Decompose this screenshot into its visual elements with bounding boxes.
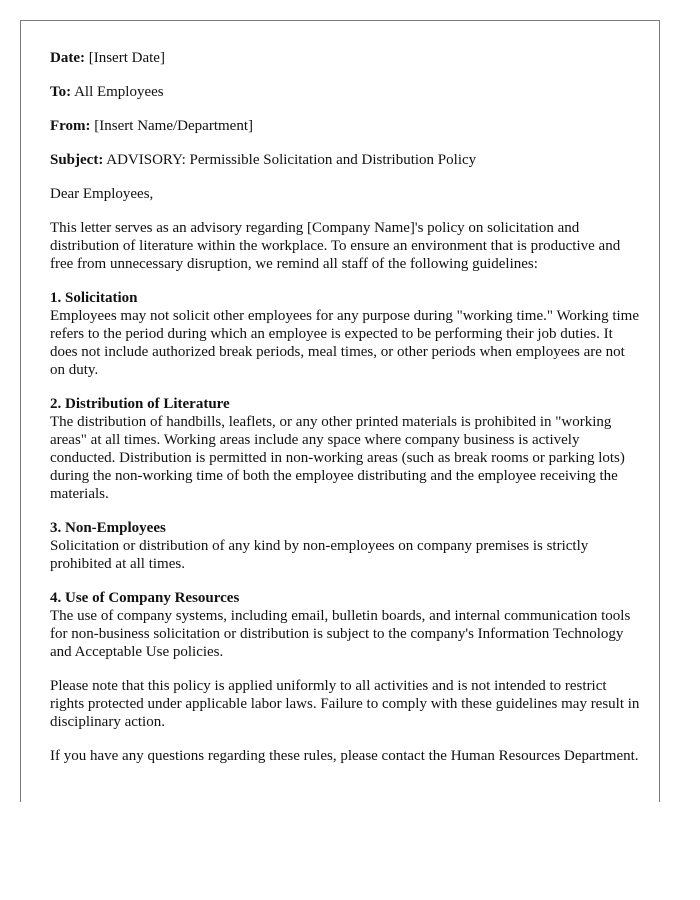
section-title: 2. Distribution of Literature (50, 396, 230, 412)
subject-label: Subject: (50, 152, 104, 168)
section-title: 1. Solicitation (50, 290, 138, 306)
section-solicitation (50, 289, 640, 379)
subject-line (50, 151, 640, 169)
section-title: 3. Non-Employees (50, 520, 166, 536)
section-body: Solicitation or distribution of any kind by non-employees on company premises is strictly prohibited at all times. (50, 538, 589, 572)
salutation: Dear Employees, (50, 186, 154, 202)
from-label: From: (50, 118, 91, 134)
to-line (50, 83, 640, 101)
date-line (50, 49, 640, 67)
subject-value: ADVISORY: Permissible Solicitation and Distribution Policy (106, 152, 477, 168)
date-label: Date: (50, 50, 85, 66)
letter-content (50, 49, 640, 781)
section-non-employees (50, 519, 640, 573)
contact-note: If you have any questions regarding these rules, please contact the Human Resources Department. (50, 748, 639, 764)
to-value: All Employees (74, 84, 164, 100)
section-company-resources (50, 589, 640, 661)
section-body: The use of company systems, including email, bulletin boards, and internal communication tools for non-business solicitation or distribution is subject to the company's Information Technology and Acceptable Use policies. (50, 608, 631, 660)
intro-paragraph: This letter serves as an advisory regarding [Company Name]'s policy on solicitation and distribution of literature within the workplace. To ensure an environment that is productive and free from unnecessary disruption, we remind all staff of the following guidelines: (50, 220, 621, 272)
section-body: Employees may not solicit other employees for any purpose during "working time." Working time refers to the period during which an employee is expected to be performing their job duties. It does not include authorized break periods, meal times, or other periods when employees are not on duty. (50, 308, 639, 378)
closing-note: Please note that this policy is applied uniformly to all activities and is not intended to restrict rights protected under applicable labor laws. Failure to comply with these guidelines may result in disciplinary action. (50, 678, 640, 730)
section-distribution (50, 395, 640, 503)
to-label: To: (50, 84, 72, 100)
section-title: 4. Use of Company Resources (50, 590, 240, 606)
date-value: [Insert Date] (88, 50, 165, 66)
from-line (50, 117, 640, 135)
section-body: The distribution of handbills, leaflets, or any other printed materials is prohibited in "working areas" at all times. Working areas include any space where company business is actively conducted. Distribution is permitted in non-working areas (such as break rooms or parking lots) during the non-working time of both the employee distributing and the employee receiving the materials. (50, 414, 625, 502)
letter-page (20, 20, 660, 802)
from-value: [Insert Name/Department] (94, 118, 253, 134)
